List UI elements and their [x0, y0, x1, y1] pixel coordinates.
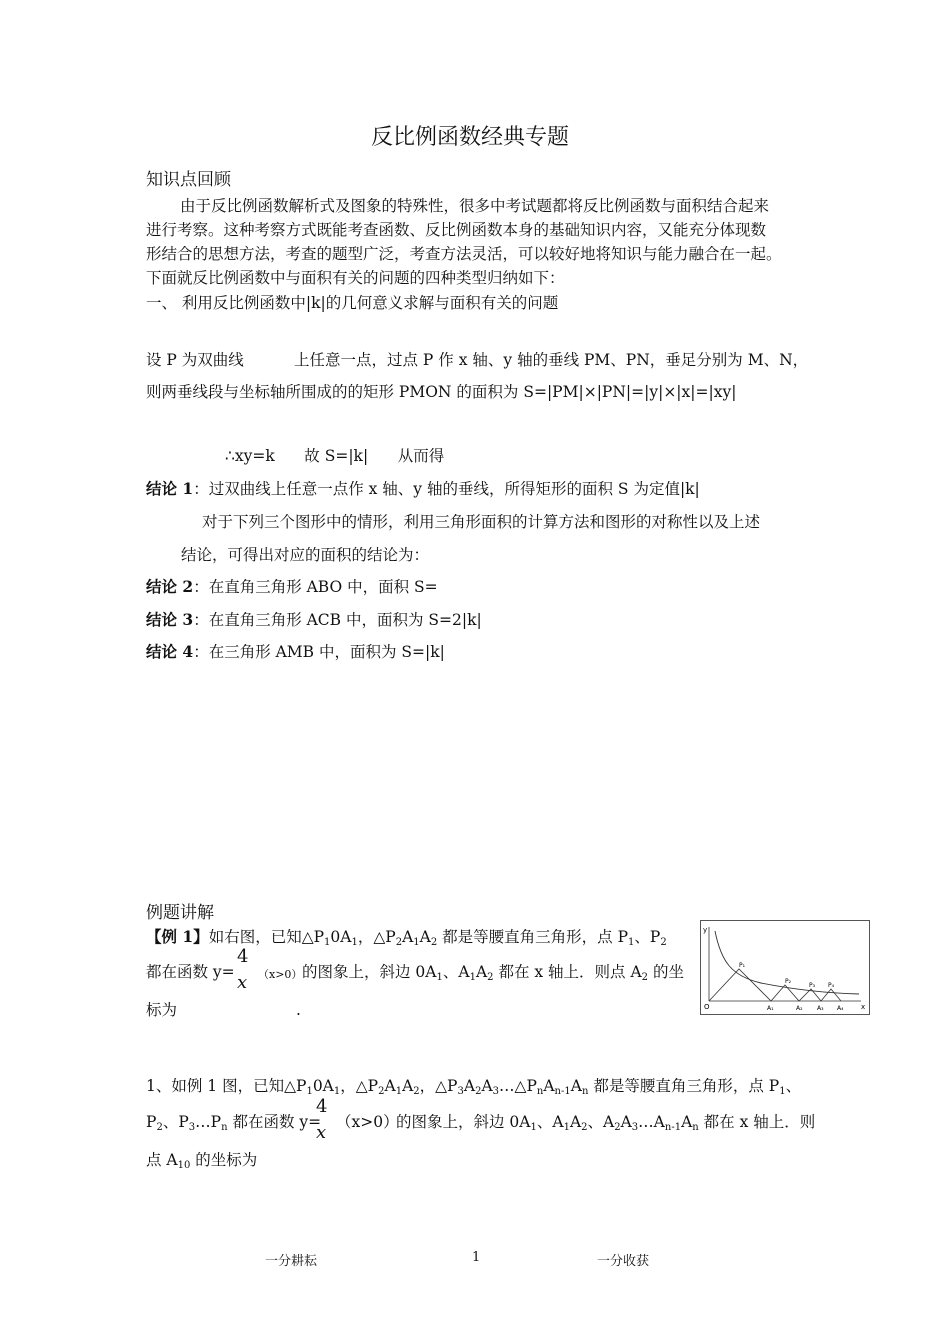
example1-period: . [296, 1001, 301, 1019]
heading-one: 一、 利用反比例函数中|k|的几何意义求解与面积有关的问题 [146, 294, 559, 312]
example1-line1: 【例 1】如右图，已知$\triangle P_10A_1$，$\triangle P_2A_1A_2$ 都是等腰直角三角形，点 $P_1$、$P_2$ [146, 927, 667, 948]
fig-label-p2: P₂ [785, 978, 792, 985]
problem1-fraction-denominator: x [316, 1122, 327, 1143]
example1-fraction-denominator: x [237, 972, 248, 993]
fig-label-y: y [703, 926, 708, 934]
hyperbola-triangles-diagram [701, 921, 869, 1014]
section-examples-heading: 例题讲解 [146, 903, 214, 923]
fig-label-p3: P₃ [809, 982, 816, 989]
intro-line-4: 下面就反比例函数中与面积有关的问题的四种类型归纳如下： [146, 269, 565, 287]
example1-line2: 都在函数 y= [146, 963, 235, 981]
footer-left: 一分耕耘 [265, 1254, 318, 1269]
conclusion-2-text: ：在直角三角形 ABO 中，面积 S= [193, 578, 438, 596]
problem1-line2: $P_2$、$P_3\dots P_n$ 都在函数 y= [146, 1113, 322, 1133]
section-review-heading: 知识点回顾 [146, 170, 231, 190]
conclusion-2 [146, 577, 438, 597]
para-rectangle-area: 则两垂线段与坐标轴所围成的的矩形 PMON 的面积为 S=|PM|×|PN|=|y|×|x|=|xy| [146, 383, 737, 401]
intro-line-3: 形结合的思想方法，考查的题型广泛，考查方法灵活，可以较好地将知识与能力融合在一起。 [146, 245, 782, 263]
problem1-fraction-numerator: 4 [316, 1096, 328, 1117]
conclusion-4 [146, 642, 445, 662]
para-hyperbola-start: 设 P 为双曲线 [146, 351, 244, 369]
fig-label-p4: P₄ [828, 982, 835, 989]
conclusion-1-label: 结论 1 [146, 479, 194, 498]
conclusion-2-label: 结论 2 [146, 577, 194, 596]
para-three-figures-b: 结论，可得出对应的面积的结论为： [181, 546, 430, 564]
fig-label-a2: A₂ [796, 1005, 803, 1012]
intro-line-1: 由于反比例函数解析式及图象的特殊性，很多中考试题都将反比例函数与面积结合起来 [180, 197, 770, 215]
footer-right: 一分收获 [597, 1254, 650, 1269]
example1-fraction-numerator: 4 [237, 946, 249, 967]
conclusion-1 [146, 479, 700, 499]
fig-label-p1: P₁ [739, 962, 746, 969]
conclusion-1-text: ：过双曲线上任意一点作 x 轴、y 轴的垂线，所得矩形的面积 S 为定值|k| [193, 480, 700, 498]
example1-condition: （x>0） [258, 968, 303, 981]
fig-label-x: x [861, 1003, 866, 1011]
fig-label-a1: A₁ [767, 1005, 774, 1012]
para-three-figures-a: 对于下列三个图形中的情形，利用三角形面积的计算方法和图形的对称性以及上述 [202, 513, 761, 531]
page-title: 反比例函数经典专题 [371, 125, 570, 150]
intro-line-2: 进行考察。这种考察方式既能考查函数、反比例函数本身的基础知识内容，又能充分体现数 [146, 221, 767, 239]
conclusion-4-label: 结论 4 [146, 642, 194, 661]
conclusion-4-text: ：在三角形 AMB 中，面积为 S=|k| [193, 643, 445, 661]
therefore-line: ∴xy=k 故 S=|k| 从而得 [225, 447, 445, 465]
example1-tag: 【例 1】 [146, 927, 209, 946]
example1-figure [700, 920, 870, 1015]
problem1-line2-rest: 的图象上，斜边 $0A_1$、$A_1A_2$、$A_2A_3\dots A_{n-1}A_n$ 都在 x 轴上．则 [396, 1113, 816, 1133]
footer-page-number: 1 [472, 1250, 481, 1265]
problem1-line3: 点 $A_{10}$ 的坐标为 [146, 1151, 258, 1171]
conclusion-3 [146, 610, 482, 630]
problem1-condition: （x>0） [336, 1113, 399, 1131]
conclusion-3-text: ：在直角三角形 ACB 中，面积为 S=2|k| [193, 611, 482, 629]
fig-label-a3: A₃ [817, 1005, 824, 1012]
problem1-line1: 1、如例 1 图，已知$\triangle P_10A_1$，$\triangle P_2A_1A_2$，$\triangle P_3A_2A_3\dots\triangle P_nA_{n-1}A_n$ 都是等腰直角三角形，点 $P_1$、 [146, 1077, 802, 1097]
para-hyperbola-rest: 上任意一点，过点 P 作 x 轴、y 轴的垂线 PM、PN，垂足分别为 M、N， [294, 351, 809, 369]
conclusion-3-label: 结论 3 [146, 610, 194, 629]
fig-label-o: O [704, 1003, 710, 1011]
example1-line2-rest: 的图象上，斜边 $0A_1$、$A_1A_2$ 都在 x 轴上．则点 $A_2$ 的坐 [302, 963, 684, 983]
fig-label-a4: A₄ [837, 1005, 844, 1012]
example1-line3: 标为 [146, 1001, 178, 1019]
